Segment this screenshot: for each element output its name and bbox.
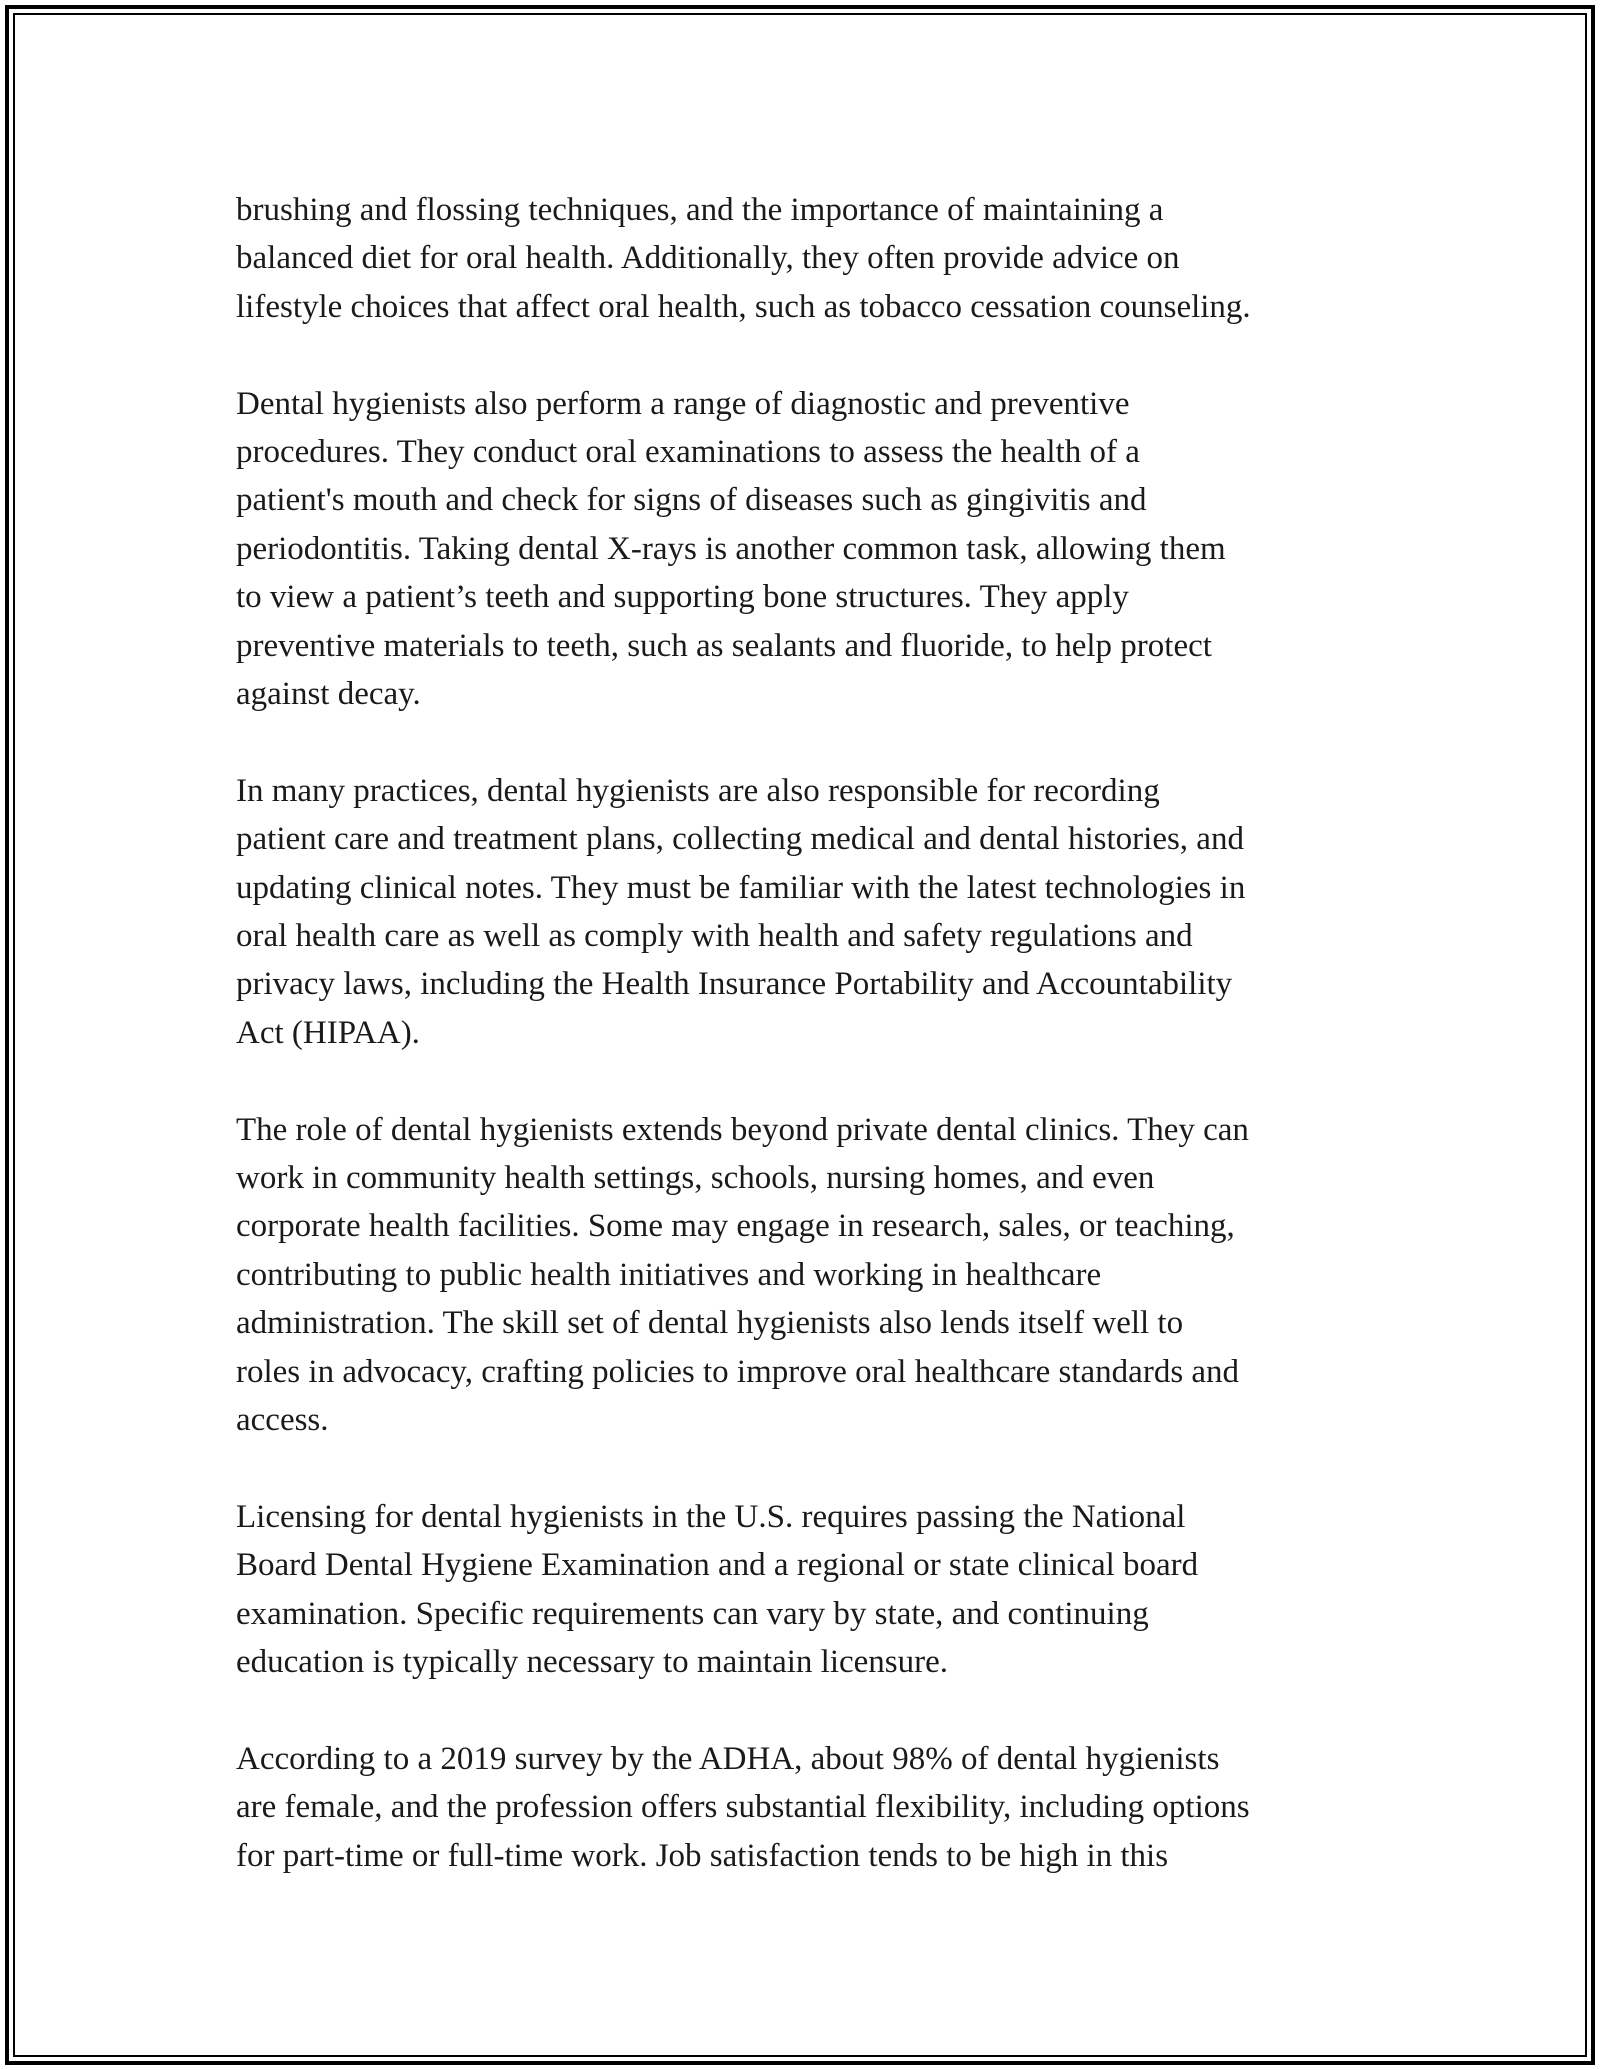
text-line: According to a 2019 survey by the ADHA, about 98% of dental hygienists [236, 1740, 1220, 1777]
document-body [236, 186, 1376, 1929]
text-line: corporate health facilities. Some may engage in research, sales, or teaching, [236, 1208, 1235, 1245]
paragraph-2 [236, 380, 1376, 719]
paragraph-6 [236, 1735, 1376, 1880]
paragraph-5 [236, 1493, 1376, 1687]
text-line: preventive materials to teeth, such as sealants and fluoride, to help protect [236, 627, 1212, 664]
paragraph-1 [236, 186, 1376, 331]
text-line: Act (HIPAA). [236, 1014, 420, 1051]
text-line: brushing and flossing techniques, and the importance of maintaining a [236, 192, 1164, 228]
text-line: contributing to public health initiatives and working in healthcare [236, 1256, 1102, 1293]
text-line: to view a patient’s teeth and supporting bone structures. They apply [236, 579, 1129, 616]
text-line: lifestyle choices that affect oral health, such as tobacco cessation counseling. [236, 288, 1251, 325]
text-line: Dental hygienists also perform a range of diagnostic and preventive [236, 385, 1130, 422]
text-line: balanced diet for oral health. Additionally, they often provide advice on [236, 240, 1180, 277]
text-line: patient's mouth and check for signs of diseases such as gingivitis and [236, 482, 1147, 519]
text-line: work in community health settings, schools, nursing homes, and even [236, 1160, 1155, 1197]
text-line: administration. The skill set of dental hygienists also lends itself well to [236, 1305, 1184, 1342]
text-line: procedures. They conduct oral examinations to assess the health of a [236, 434, 1140, 471]
text-line: privacy laws, including the Health Insurance Portability and Accountability [236, 966, 1233, 1003]
text-line: examination. Specific requirements can vary by state, and continuing [236, 1595, 1149, 1632]
text-line: updating clinical notes. They must be familiar with the latest technologies in [236, 869, 1246, 906]
text-line: education is typically necessary to maintain licensure. [236, 1644, 949, 1681]
text-line: for part-time or full-time work. Job satisfaction tends to be high in this [236, 1837, 1169, 1874]
text-line: oral health care as well as comply with health and safety regulations and [236, 918, 1193, 955]
text-line: are female, and the profession offers substantial flexibility, including options [236, 1789, 1250, 1826]
text-line: Board Dental Hygiene Examination and a regional or state clinical board [236, 1547, 1199, 1584]
text-line: patient care and treatment plans, collecting medical and dental histories, and [236, 821, 1244, 858]
paragraph-3 [236, 767, 1376, 1057]
text-line: Licensing for dental hygienists in the U.S. requires passing the National [236, 1498, 1186, 1535]
text-line: access. [236, 1402, 329, 1439]
paragraph-4 [236, 1106, 1376, 1445]
text-line: periodontitis. Taking dental X-rays is another common task, allowing them [236, 530, 1226, 567]
text-line: roles in advocacy, crafting policies to improve oral healthcare standards and [236, 1353, 1240, 1390]
text-line: The role of dental hygienists extends beyond private dental clinics. They can [236, 1111, 1249, 1148]
text-line: In many practices, dental hygienists are also responsible for recording [236, 772, 1160, 809]
text-line: against decay. [236, 676, 421, 713]
